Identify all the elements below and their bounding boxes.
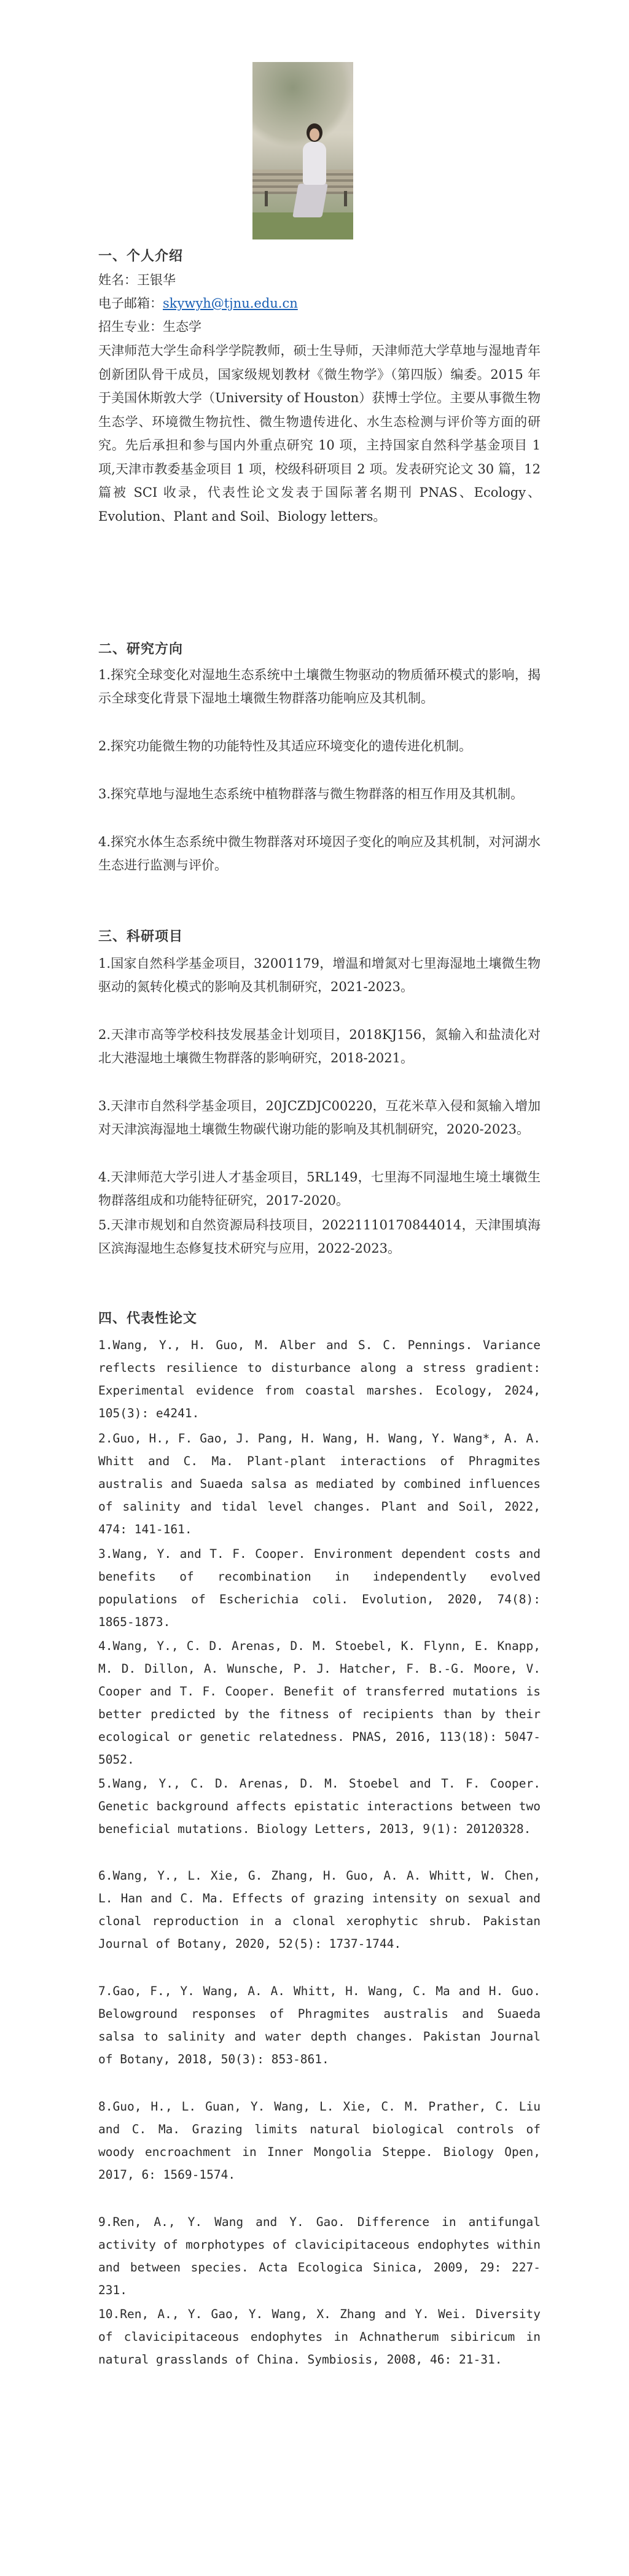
name-label: 姓名： xyxy=(98,273,137,287)
paper-item: 6.Wang, Y., L. Xie, G. Zhang, H. Guo, A. A. Whitt, W. Chen, L. Han and C. Ma. Effects of grazing intensity on sexual and clonal reproduction in a clonal xerophytic shrub. Pakistan Journal of Botany, 2020, 52(5): 1737-1744. xyxy=(98,1869,541,1951)
paper-item: 10.Ren, A., Y. Gao, Y. Wang, X. Zhang and Y. Wei. Diversity of clavicipitaceous endophytes in Achnatherum sibiricum in natural grasslands of China. Symbiosis, 2008, 46: 21-31. xyxy=(98,2307,541,2367)
project-item: 1.国家自然科学基金项目，32001179，增温和增氮对七里海湿地土壤微生物驱动的氮转化模式的影响及其机制研究，2021-2023。 xyxy=(98,956,541,994)
email-link[interactable]: skywyh@tjnu.edu.cn xyxy=(163,296,298,311)
major-line xyxy=(98,317,541,337)
profile-photo xyxy=(252,62,353,239)
email-label: 电子邮箱： xyxy=(98,296,163,311)
paper-item: 2.Guo, H., F. Gao, J. Pang, H. Wang, H. Wang, Y. Wang*, A. A. Whitt and C. Ma. Plant-plant interactions of Phragmites australis and Suaeda salsa as mediated by combined influences of salinity and tidal level changes. Plant and Soil, 2022, 474: 141-161. xyxy=(98,1431,541,1536)
paper-item: 4.Wang, Y., C. D. Arenas, D. M. Stoebel, K. Flynn, E. Knapp, M. D. Dillon, A. Wunsche, P. J. Hatcher, F. B.-G. Moore, V. Cooper and T. F. Cooper. Benefit of transferred mutations is better predicted by the fitness of recipients than by their ecological or genetic relatedness. PNAS, 2016, 113(18): 5047-5052. xyxy=(98,1639,541,1767)
paper-item: 8.Guo, H., L. Guan, Y. Wang, L. Xie, C. M. Prather, C. Liu and C. Ma. Grazing limits natural biological controls of woody encroachment in Inner Mongolia Steppe. Biology Open, 2017, 6: 1569-1574. xyxy=(98,2099,541,2182)
paper-item: 5.Wang, Y., C. D. Arenas, D. M. Stoebel and T. F. Cooper. Genetic background affects epistatic interactions between two beneficial mutations. Biology Letters, 2013, 9(1): 20120328. xyxy=(98,1776,541,1836)
email-line xyxy=(98,294,541,313)
paper-item: 3.Wang, Y. and T. F. Cooper. Environment dependent costs and benefits of recombination in independently evolved populations of Escherichia coli. Evolution, 2020, 74(8): 1865-1873. xyxy=(98,1547,541,1629)
name-line xyxy=(98,270,541,290)
project-item: 2.天津市高等学校科技发展基金计划项目，2018KJ156，氮输入和盐渍化对北大港湿地土壤微生物群落的影响研究，2018-2021。 xyxy=(98,1027,541,1065)
bio-paragraph: 天津师范大学生命科学学院教师，硕士生导师，天津师范大学草地与湿地青年创新团队骨干成员，国家级规划教材《微生物学》（第四版）编委。2015 年于美国休斯敦大学（University of Houston）获博士学位。主要从事微生物生态学、环境微生物抗性、微生物遗传进化、水生态检测与评价等方面的研究。先后承担和参与国内外重点研究 10 项，主持国家自然科学基金项目 1 项,天津市教委基金项目 1 项，校级科研项目 2 项。发表研究论文 30 篇，12 篇被 SCI 收录，代表性论文发表于国际著名期刊 PNAS、Ecology、Evolution、Plant and Soil、Biology letters。 xyxy=(98,343,541,524)
major-value: 生态学 xyxy=(163,319,201,334)
section-heading-papers: 四、代表性论文 xyxy=(98,1310,198,1326)
research-item: 4.探究水体生态系统中微生物群落对环境因子变化的响应及其机制，对河湖水生态进行监测与评价。 xyxy=(98,835,541,873)
paper-item: 1.Wang, Y., H. Guo, M. Alber and S. C. Pennings. Variance reflects resilience to disturbance along a stress gradient: Experimental evidence from coastal marshes. Ecology, 2024, 105(3): e4241. xyxy=(98,1338,541,1420)
project-item: 5.天津市规划和自然资源局科技项目，20221110170844014，天津围填海区滨海湿地生态修复技术研究与应用，2022-2023。 xyxy=(98,1218,541,1256)
research-item: 1.探究全球变化对湿地生态系统中土壤微生物驱动的物质循环模式的影响，揭示全球变化背景下湿地土壤微生物群落功能响应及其机制。 xyxy=(98,667,541,706)
project-item: 4.天津师范大学引进人才基金项目，5RL149，七里海不同湿地生境土壤微生物群落组成和功能特征研究，2017-2020。 xyxy=(98,1170,541,1208)
section-heading-projects: 三、科研项目 xyxy=(98,928,184,944)
name-value: 王银华 xyxy=(137,273,176,287)
major-label: 招生专业： xyxy=(98,319,163,334)
paper-item: 7.Gao, F., Y. Wang, A. A. Whitt, H. Wang, C. Ma and H. Guo. Belowground responses of Phragmites australis and Suaeda salsa to salinity and water depth changes. Pakistan Journal of Botany, 2018, 50(3): 853-861. xyxy=(98,1984,541,2066)
paper-item: 9.Ren, A., Y. Wang and Y. Gao. Difference in antifungal activity of morphotypes of clavicipitaceous endophytes within and between species. Acta Ecologica Sinica, 2009, 29: 227-231. xyxy=(98,2215,541,2297)
section-heading-intro: 一、个人介绍 xyxy=(98,248,184,264)
project-item: 3.天津市自然科学基金项目，20JCZDJC00220，互花米草入侵和氮输入增加对天津滨海湿地土壤微生物碳代谢功能的影响及其机制研究，2020-2023。 xyxy=(98,1099,541,1137)
research-item: 3.探究草地与湿地生态系统中植物群落与微生物群落的相互作用及其机制。 xyxy=(98,787,524,801)
research-item: 2.探究功能微生物的功能特性及其适应环境变化的遗传进化机制。 xyxy=(98,739,472,753)
section-heading-research: 二、研究方向 xyxy=(98,641,184,657)
